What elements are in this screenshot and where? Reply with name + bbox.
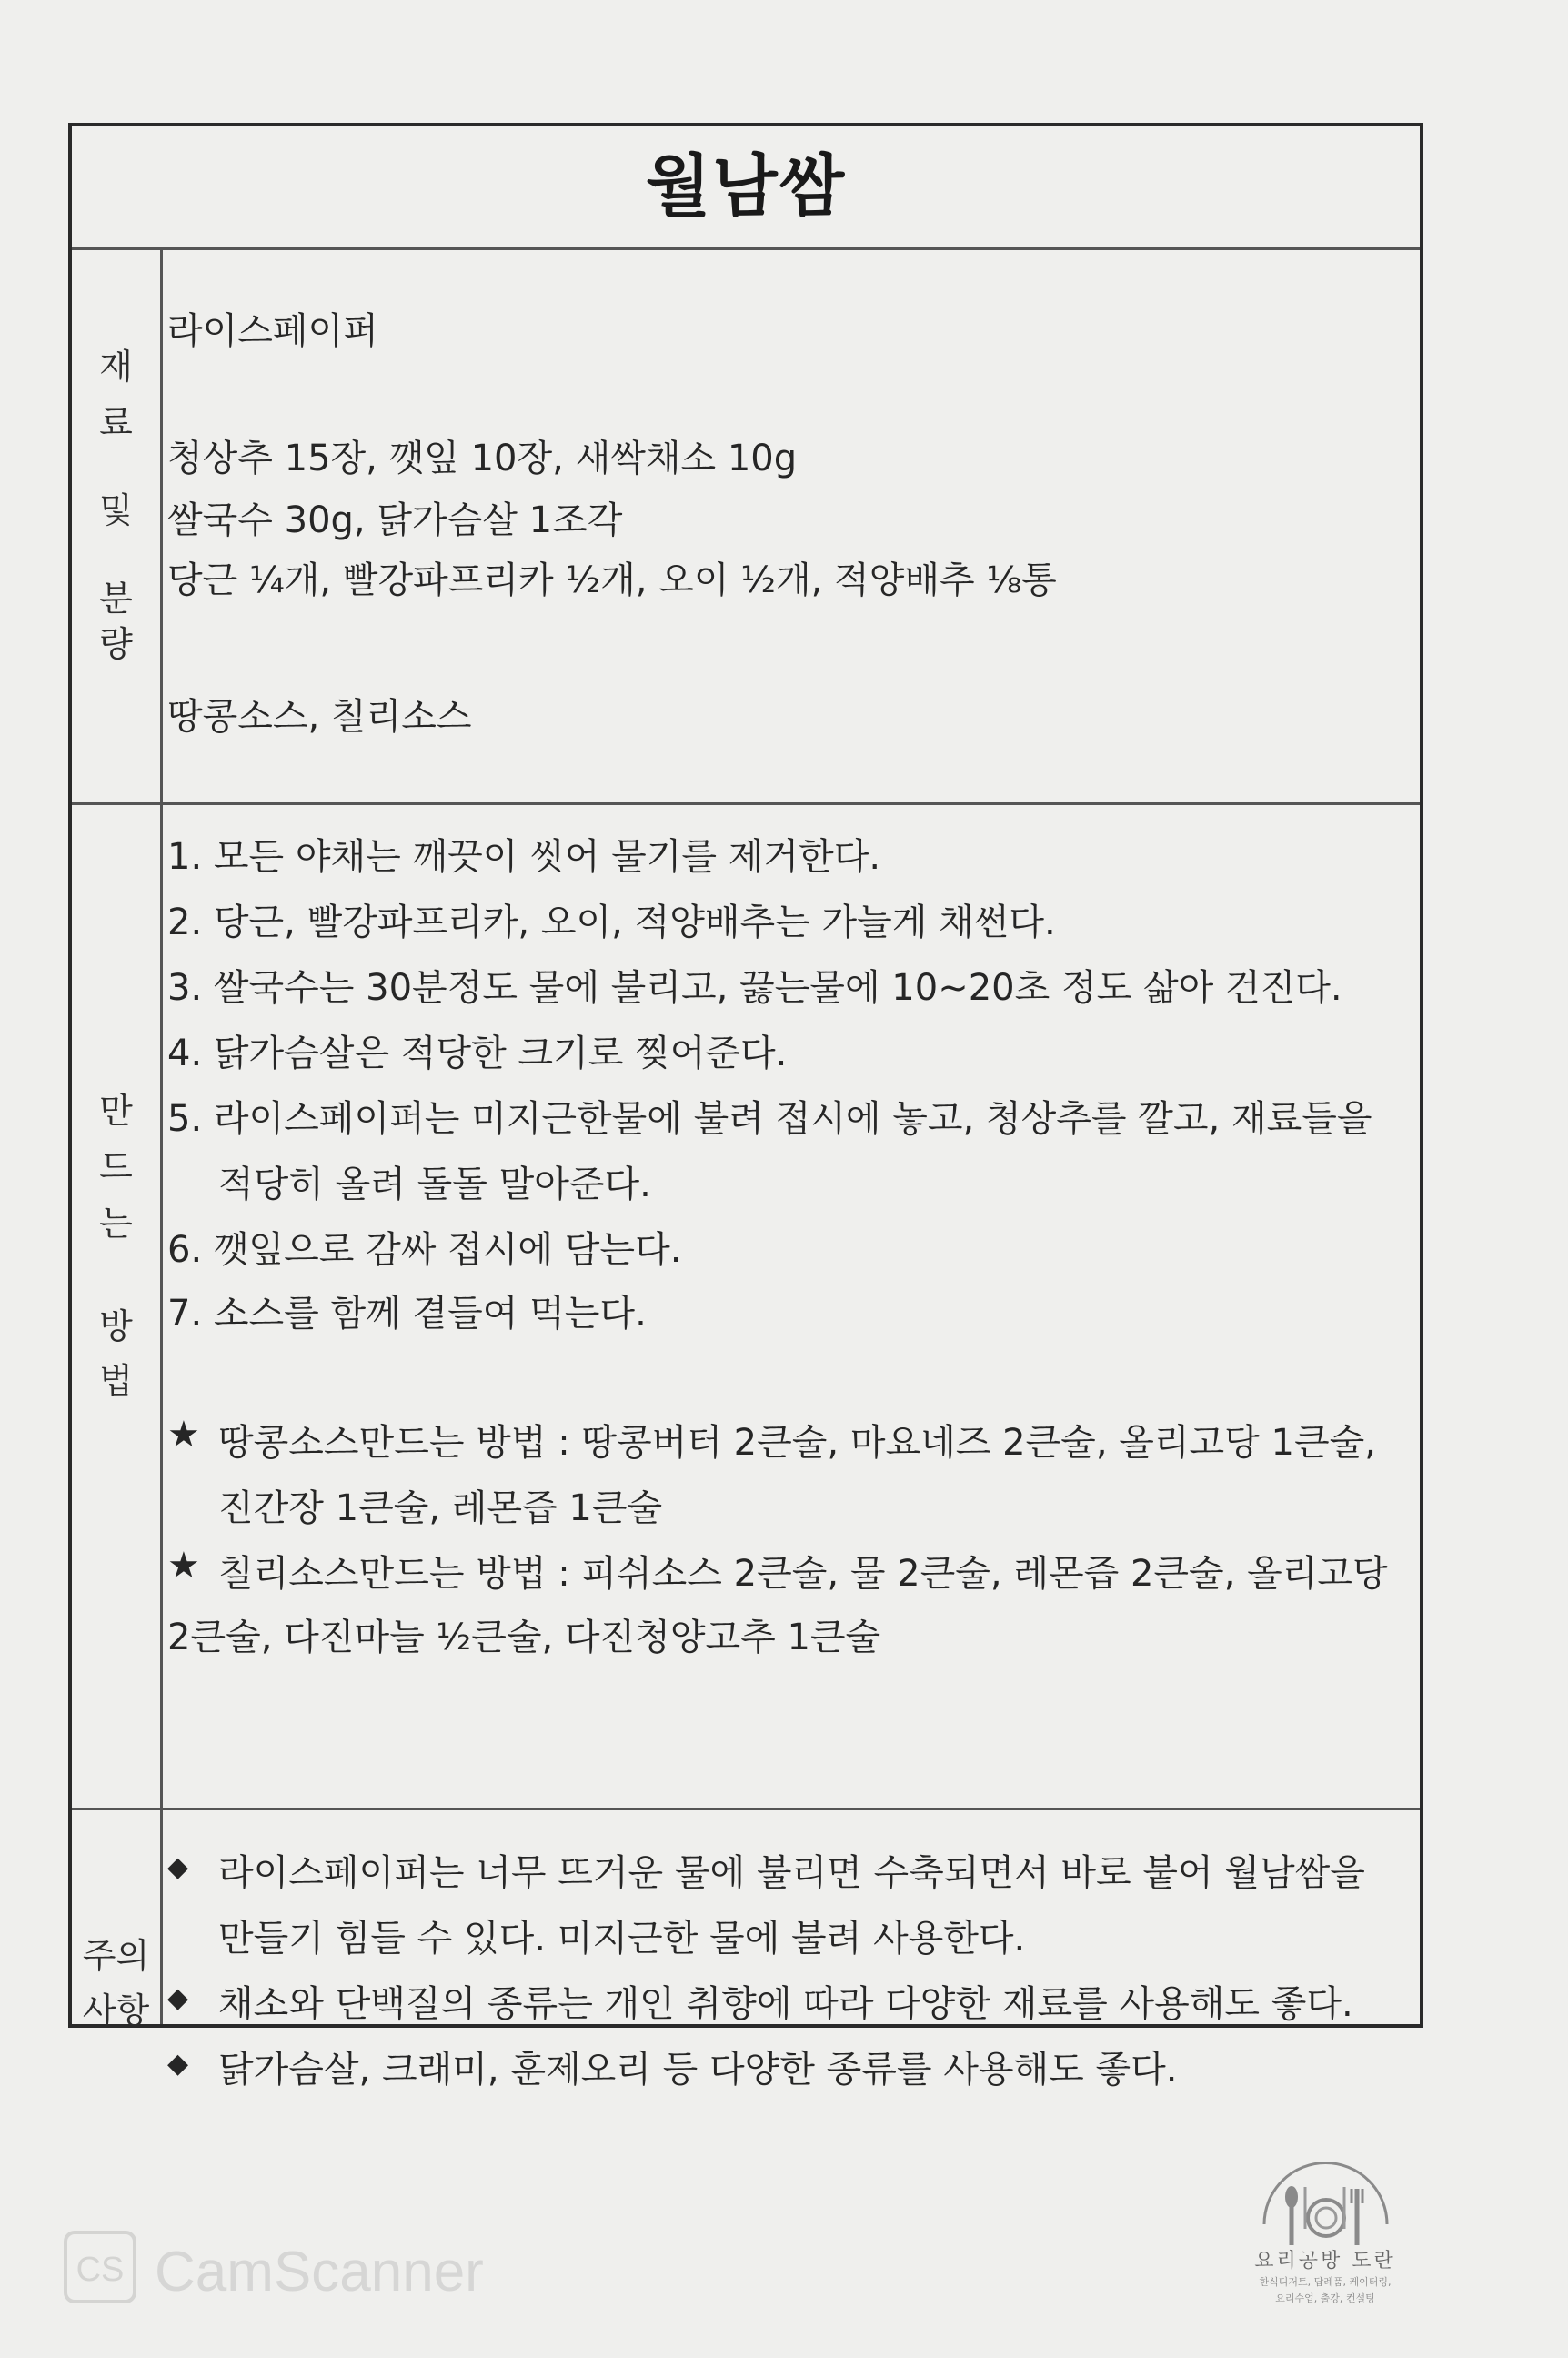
logo-subtitle: 한식디저트, 답례품, 케이터링, 요리수업, 출강, 컨설팅 (1259, 2276, 1392, 2304)
diamond-bullet-icon: ◆ (167, 2048, 189, 2080)
method-step: 5. 라이스페이퍼는 미지근한물에 불려 접시에 놓고, 청상추를 깔고, 재료들을 (167, 1098, 1372, 1140)
method-step: 1. 모든 야채는 깨끗이 씻어 물기를 제거한다. (167, 836, 881, 878)
method-label-char: 는 (99, 1204, 133, 1244)
method-label-char: 방 (99, 1306, 133, 1346)
watermark-badge-text: CS (75, 2251, 125, 2289)
notes-row (72, 1808, 1420, 2091)
method-step: 7. 소스를 함께 곁들여 먹는다. (167, 1293, 647, 1335)
ingredients-label-char: 분 (99, 579, 133, 619)
method-step: 2. 당근, 빨강파프리카, 오이, 적양배추는 가늘게 채썬다. (167, 902, 1056, 943)
notes-label-text: 사항 (82, 1990, 150, 2030)
ingredient-line: 쌀국수 30g, 닭가슴살 1조각 (167, 499, 623, 541)
note-line: 닭가슴살, 크래미, 훈제오리 등 다양한 종류를 사용해도 좋다. (218, 2049, 1178, 2091)
ingredients-label-char: 재 (99, 347, 133, 387)
method-label-char: 드 (99, 1147, 133, 1187)
method-step: 3. 쌀국수는 30분정도 물에 불리고, 끓는물에 10~20초 정도 삶아 건진다. (167, 967, 1342, 1009)
star-icon: ★ (167, 1414, 200, 1456)
ingredients-label-char: 및 (99, 490, 133, 530)
star-icon: ★ (167, 1545, 200, 1587)
method-label-char: 법 (99, 1361, 133, 1401)
sauce-recipe-line: 2큰술, 다진마늘 ½큰술, 다진청양고추 1큰술 (167, 1617, 881, 1658)
method-step: 4. 닭가슴살은 적당한 크기로 찢어준다. (167, 1033, 788, 1074)
method-row (72, 802, 1420, 1810)
recipe-card (68, 123, 1423, 2091)
ingredient-line: 라이스페이퍼 (167, 310, 378, 352)
sauce-recipe-line: 땅콩소스만드는 방법 : 땅콩버터 2큰술, 마요네즈 2큰술, 올리고당 1큰술, (218, 1422, 1376, 1464)
notes-label-text: 주의 (82, 1936, 150, 1976)
sauce-recipe-line: 칠리소스만드는 방법 : 피쉬소스 2큰술, 물 2큰술, 레몬즙 2큰술, 올리고당 (218, 1553, 1388, 1595)
diamond-bullet-icon: ◆ (167, 1982, 189, 2014)
method-step: 6. 깻잎으로 감싸 접시에 담는다. (167, 1229, 682, 1271)
notes-label (72, 1808, 163, 2030)
method-step-continued: 적당히 올려 돌돌 말아준다. (218, 1164, 651, 1205)
notes-content (167, 1808, 1420, 2091)
recipe-title: 월남쌈 (645, 147, 847, 226)
method-label (72, 802, 163, 1808)
method-content (167, 802, 1420, 1808)
ingredients-label (72, 247, 163, 802)
method-label-char: 만 (99, 1091, 133, 1131)
diamond-bullet-icon: ◆ (167, 1851, 189, 1883)
ingredient-line: 청상추 15장, 깻잎 10장, 새싹채소 10g (167, 438, 798, 479)
ingredients-label-char: 료 (99, 403, 133, 443)
ingredients-row (72, 247, 1420, 805)
ingredient-line: 땅콩소스, 칠리소스 (167, 696, 472, 738)
ingredient-line: 당근 ¼개, 빨강파프리카 ½개, 오이 ½개, 적양배추 ⅛통 (167, 559, 1057, 601)
title-row (72, 126, 1420, 250)
ingredients-label-char: 량 (99, 624, 133, 664)
logo-name: 요리공방 도란 (1254, 2250, 1396, 2272)
watermark-text: CamScanner (155, 2241, 484, 2303)
note-line: 만들기 힘들 수 있다. 미지근한 물에 불려 사용한다. (218, 1918, 1026, 1960)
ingredients-content (167, 247, 1420, 802)
note-line: 라이스페이퍼는 너무 뜨거운 물에 불리면 수축되면서 바로 붙어 월남쌈을 (218, 1852, 1365, 1894)
sauce-recipe-line: 진간장 1큰술, 레몬즙 1큰술 (218, 1487, 663, 1529)
note-line: 채소와 단백질의 종류는 개인 취향에 따라 다양한 재료를 사용해도 좋다. (218, 1983, 1353, 2025)
